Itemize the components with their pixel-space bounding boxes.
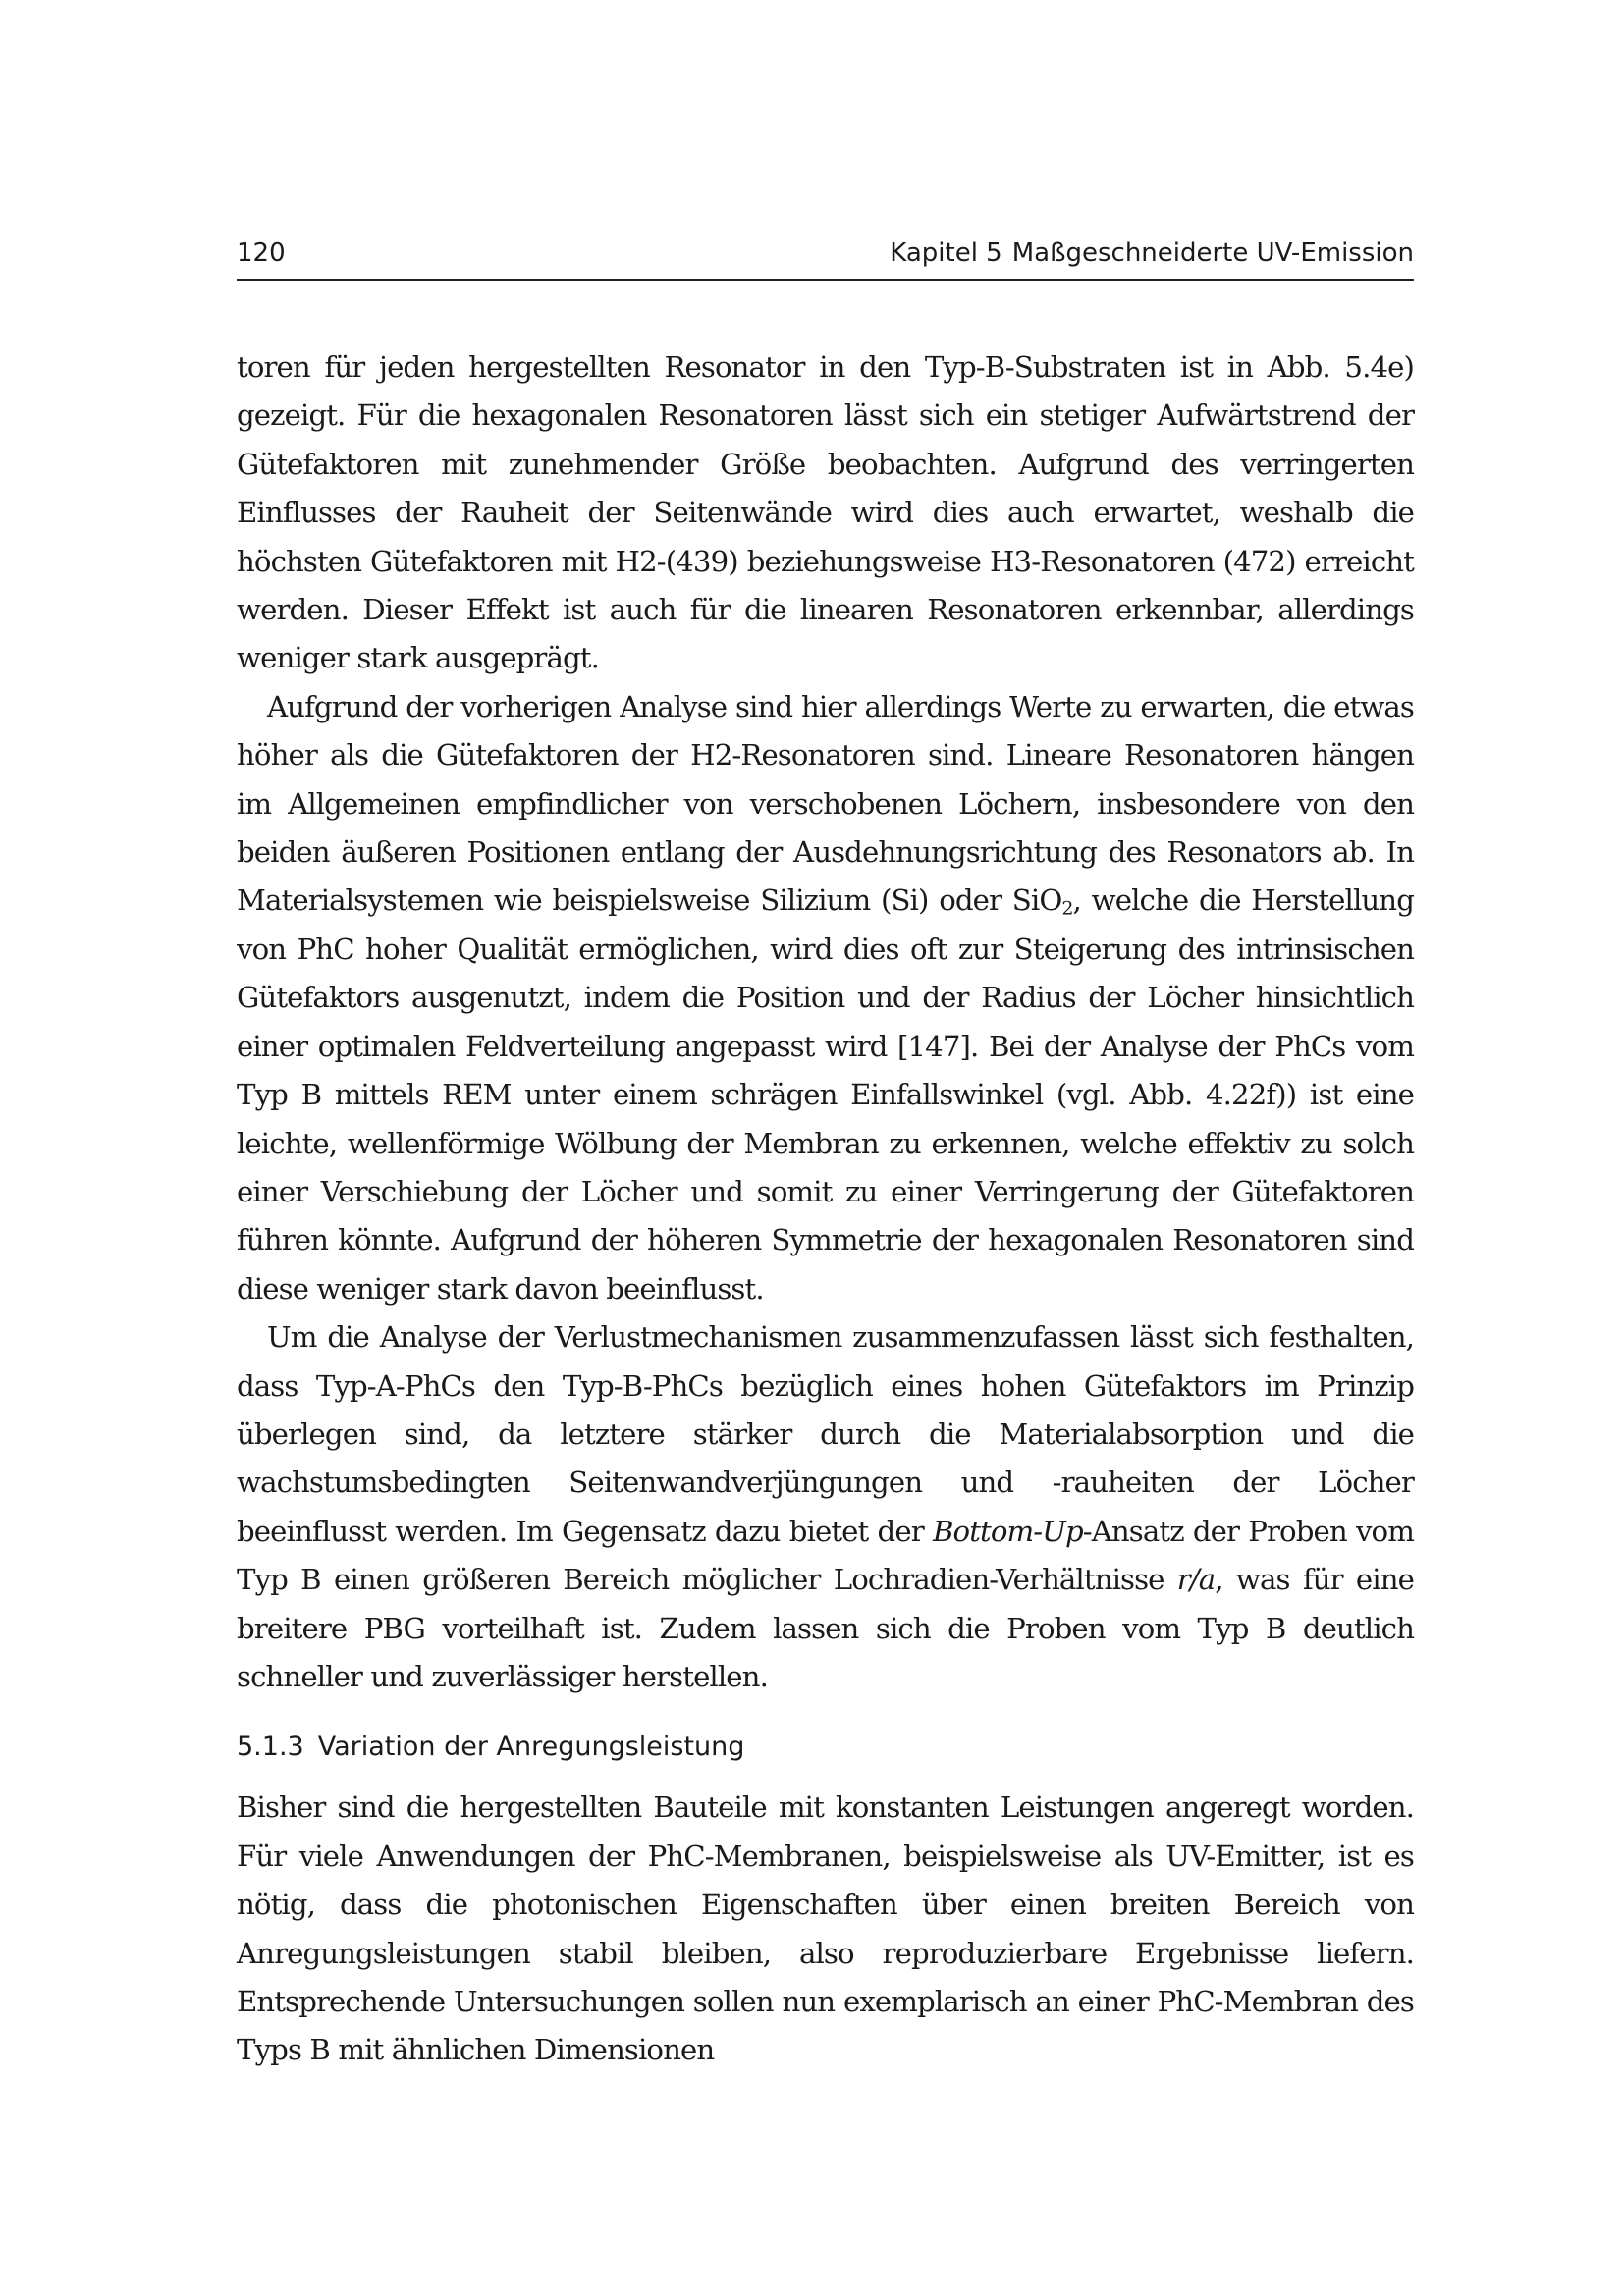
body-text — [237, 344, 1414, 2075]
running-chapter-title — [880, 239, 1414, 268]
section-number: 5.1.3 — [237, 1732, 304, 1763]
section-title: Variation der Anregungsleistung — [317, 1732, 745, 1763]
paragraph-text: , welche die Herstellung von PhC hoher Qualität ermöglichen, wird dies oft zur Steigerung des intrinsischen Gütefaktors ausgenutzt, indem die Position und der Radius der Löcher hinsichtlich einer optimalen Feldverteilung angepasst wird [147]. Bei der Analyse der PhCs vom Typ B mittels REM unter einem schrägen Einfallswinkel (vgl. Abb. 4.22f)) ist eine leichte, wellenförmige Wölbung der Membran zu erkennen, welche effektiv zu solch einer Verschiebung der Löcher und somit zu einer Verringerung der Gütefaktoren führen könnte. Aufgrund der höheren Symmetrie der hexagonalen Resonatoren sind diese weniger stark davon beeinflusst. — [237, 883, 1414, 1306]
paragraph-excitation-power: Bisher sind die hergestellten Bauteile mit konstanten Leistungen angeregt worden. Für viele Anwendungen der PhC-Membranen, beispielsweise als UV-Emitter, ist es nötig, dass die photonischen Eigenschaften über einen breiten Bereich von Anregungsleistungen stabil bleiben, also reproduzierbare Ergebnisse liefern. Entsprechende Untersuchungen sollen nun exemplarisch an einer PhC-Membran des Typs B mit ähnlichen Dimensionen — [237, 1790, 1414, 2067]
paragraph-continuation: toren für jeden hergestellten Resonator in den Typ-B-Substraten ist in Abb. 5.4e) gezeigt. Für die hexagonalen Resonatoren lässt sich ein stetiger Aufwärtstrend der Gütefaktoren mit zunehmender Größe beobachten. Aufgrund des verringerten Einflusses der Rauheit der Seitenwände wird dies auch erwartet, weshalb die höchsten Gütefaktoren mit H2-(439) beziehungsweise H3-Resonatoren (472) erreicht werden. Dieser Effekt ist auch für die linearen Resonatoren erkennbar, allerdings weniger stark ausgeprägt. — [237, 350, 1414, 675]
page-number: 120 — [237, 239, 286, 268]
math-ratio: r/a — [1176, 1563, 1216, 1597]
subscript-2: 2 — [1061, 898, 1073, 921]
paragraph-text: , was für eine breitere PBG vorteilhaft ist. Zudem lassen sich die Proben vom Typ B deutlich schneller und zuverlässiger herstellen. — [237, 1563, 1414, 1693]
paragraph-linear-resonators — [237, 683, 1414, 1313]
paragraph-text: Aufgrund der vorherigen Analyse sind hier allerdings Werte zu erwarten, die etwas höher als die Gütefaktoren der H2-Resonatoren sind. Lineare Resonatoren hängen im Allgemeinen empfindlicher von verschobenen Löchern, insbesondere von den beiden äußeren Positionen entlang der Ausdehnungsrichtung des Resonators ab. In Materialsystemen wie beispielsweise Silizium (Si) oder SiO — [237, 689, 1414, 918]
paragraph-text: Um die Analyse der Verlustmechanismen zusammenzufassen lässt sich festhalten, dass Typ-A-PhCs den Typ-B-PhCs bezüglich eines hohen Gütefaktors im Prinzip überlegen sind, da letztere stärker durch die Materialabsorption und die wachstumsbedingten Seitenwandverjüngungen und -rauheiten der Löcher beeinflusst werden. Im Gegensatz dazu bietet der — [237, 1320, 1414, 1548]
chapter-label: Kapitel 5 — [890, 239, 1002, 268]
paragraph-text: -Ansatz der Proben vom Typ B einen größeren Bereich möglicher Lochradien-Verhältnisse — [237, 1514, 1414, 1597]
chapter-title: Maßgeschneiderte UV-Emission — [1011, 239, 1414, 268]
running-header — [237, 236, 1414, 281]
emphasis-bottom-up: Bottom-Up — [932, 1514, 1083, 1548]
paragraph-summary — [237, 1313, 1414, 1701]
section-heading — [237, 1728, 1414, 1767]
